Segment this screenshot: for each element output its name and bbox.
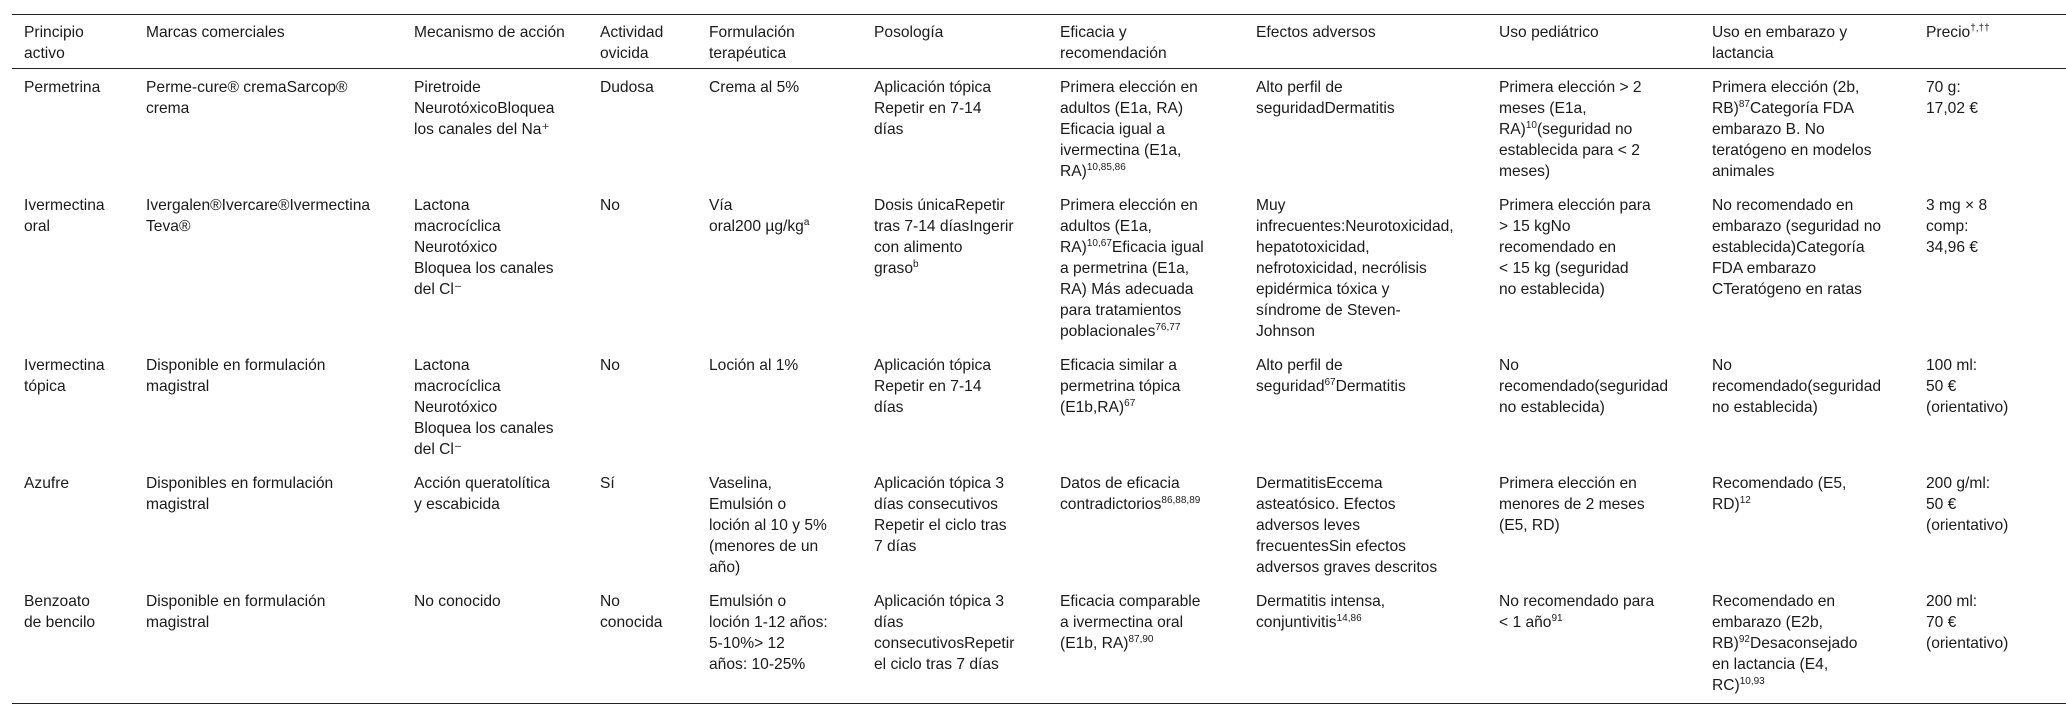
cell-posologia: Aplicación tópica 3 días consecutivosRepetir el ciclo tras 7 días	[874, 593, 1015, 673]
cell-precio: 3 mg × 8 comp: 34,96 €	[1926, 197, 1988, 256]
cell-principio: Azufre	[24, 475, 70, 492]
table-row	[12, 585, 2066, 704]
table-row	[12, 467, 2066, 585]
cell-embarazo: Primera elección (2b, RB)$^{87}$Categoría FDA embarazo B. No teratógeno en modelos animales	[1712, 79, 1872, 180]
header-row	[12, 15, 2066, 69]
header-efectos-adversos: Efectos adversos	[1256, 24, 1376, 41]
cell-marcas: Disponible en formulación magistral	[146, 357, 326, 395]
cell-eficacia: Primera elección en adultos (E1a, RA) Eficacia igual a ivermectina (E1a, RA)$^{10,85,86}$	[1060, 79, 1198, 180]
cell-pediatrico: Primera elección en menores de 2 meses (E5, RD)	[1499, 475, 1645, 534]
cell-ovicida: Sí	[600, 475, 615, 492]
header-uso-pediatrico: Uso pediátrico	[1499, 24, 1599, 41]
cell-principio: Benzoato de bencilo	[24, 593, 96, 631]
header-uso-embarazo: Uso en embarazo y lactancia	[1712, 24, 1848, 62]
cell-principio: Ivermectina tópica	[24, 357, 105, 395]
header-posologia: Posología	[874, 24, 944, 41]
cell-precio: 200 g/ml: 50 € (orientativo)	[1926, 475, 2009, 534]
cell-adversos: Muy infrecuentes:Neurotoxicidad, hepatotoxicidad, nefrotoxicidad, necrólisis epidérmica tóxica y síndrome de Steven- Johnson	[1256, 197, 1454, 340]
cell-embarazo: Recomendado (E5, RD)$^{12}$	[1712, 475, 1847, 513]
header-precio: Precio†,††	[1926, 22, 1990, 41]
cell-mecanismo: Lactona macrocíclica Neurotóxico Bloquea los canales del Cl⁻	[414, 197, 554, 298]
cell-principio: Permetrina	[24, 79, 101, 96]
cell-formulacion: Loción al 1%	[709, 357, 799, 374]
cell-adversos: Alto perfil de seguridadDermatitis	[1256, 79, 1395, 117]
cell-marcas: Ivergalen®Ivercare®Ivermectina Teva®	[146, 197, 371, 235]
cell-embarazo: No recomendado en embarazo (seguridad no establecida)Categoría FDA embarazo CTeratógeno en ratas	[1712, 197, 1882, 298]
cell-precio: 70 g: 17,02 €	[1926, 79, 1979, 117]
cell-formulacion: Crema al 5%	[709, 79, 800, 96]
cell-mecanismo: No conocido	[414, 593, 501, 610]
cell-precio: 100 ml: 50 € (orientativo)	[1926, 357, 2009, 416]
cell-eficacia: Eficacia comparable a ivermectina oral (E1b, RA)$^{87,90}$	[1060, 593, 1201, 652]
header-marcas-comerciales: Marcas comerciales	[146, 24, 285, 41]
cell-pediatrico: Primera elección para > 15 kgNo recomendado en < 15 kg (seguridad no establecida)	[1499, 197, 1651, 298]
header-precio-footnote: †,††	[1970, 22, 1990, 34]
cell-mecanismo: Lactona macrocíclica Neurotóxico Bloquea los canales del Cl⁻	[414, 357, 554, 458]
cell-posologia: Aplicación tópica 3 días consecutivos Repetir el ciclo tras 7 días	[874, 475, 1007, 555]
cell-mecanismo: Acción queratolítica y escabicida	[414, 475, 551, 513]
cell-eficacia: Eficacia similar a permetrina tópica $(E1b,RA)^{67}$	[1060, 357, 1181, 416]
cell-formulacion: Emulsión o loción 1-12 años: 5-10%> 12 años: 10-25%	[709, 593, 828, 673]
cell-embarazo: No recomendado(seguridad no establecida)	[1712, 357, 1882, 416]
header-principio-activo: Principio activo	[24, 24, 84, 62]
cell-ovicida: Dudosa	[600, 79, 654, 96]
treatment-comparison-table	[12, 14, 2066, 704]
cell-marcas: Disponibles en formulación magistral	[146, 475, 334, 513]
cell-formulacion: Vía oral200 $\mu g/kg^a$	[709, 197, 810, 235]
cell-adversos: Alto perfil de seguridad$^{67}$Dermatitis	[1256, 357, 1406, 395]
cell-principio: Ivermectina oral	[24, 197, 105, 235]
cell-eficacia: Datos de eficacia contradictorios$^{86,88,89}$	[1060, 475, 1201, 513]
cell-ovicida: No conocida	[600, 593, 663, 631]
cell-posologia: Dosis únicaRepetir tras 7-14 díasIngerir con alimento graso$^b$	[874, 197, 1014, 277]
cell-formulacion: Vaselina, Emulsión o loción al 10 y 5% (menores de un año)	[709, 475, 827, 576]
cell-marcas: Perme-cure® cremaSarcop® crema	[146, 79, 348, 117]
cell-marcas: Disponible en formulación magistral	[146, 593, 326, 631]
table-container	[12, 14, 2066, 704]
cell-precio: 200 ml: 70 € (orientativo)	[1926, 593, 2009, 652]
table-row	[12, 69, 2066, 190]
cell-posologia: Aplicación tópica Repetir en 7-14 días	[874, 79, 992, 138]
header-eficacia: Eficacia y recomendación	[1060, 24, 1167, 62]
cell-embarazo: Recomendado en embarazo (E2b, RB)$^{92}$Desaconsejado en lactancia (E4, RC)$^{10,93}$	[1712, 593, 1858, 694]
cell-mecanismo: Piretroide NeurotóxicoBloquea los canales del Na⁺	[414, 79, 555, 138]
header-formulacion: Formulación terapéutica	[709, 24, 795, 62]
table-row	[12, 189, 2066, 349]
cell-adversos: DermatitisEccema asteatósico. Efectos adversos leves frecuentesSin efectos adversos graves descritos	[1256, 475, 1438, 576]
cell-adversos: Dermatitis intensa, conjuntivitis$^{14,86}$	[1256, 593, 1386, 631]
cell-pediatrico: No recomendado para < 1 año$^{91}$	[1499, 593, 1655, 631]
cell-ovicida: No	[600, 357, 620, 374]
cell-pediatrico: Primera elección > 2 meses (E1a, RA)$^{10}$(seguridad no establecida para < 2 meses)	[1499, 79, 1642, 180]
header-mecanismo: Mecanismo de acción	[414, 24, 565, 41]
cell-pediatrico: No recomendado(seguridad no establecida)	[1499, 357, 1669, 416]
cell-posologia: Aplicación tópica Repetir en 7-14 días	[874, 357, 992, 416]
cell-eficacia: Primera elección en adultos (E1a, RA)$^{10,67}$Eficacia igual a permetrina (E1a, RA) Más adecuada para tratamientos poblacionales$^{76,77}$	[1060, 197, 1204, 340]
header-actividad-ovicida: Actividad ovicida	[600, 24, 664, 62]
cell-ovicida: No	[600, 197, 620, 214]
table-row	[12, 349, 2066, 467]
